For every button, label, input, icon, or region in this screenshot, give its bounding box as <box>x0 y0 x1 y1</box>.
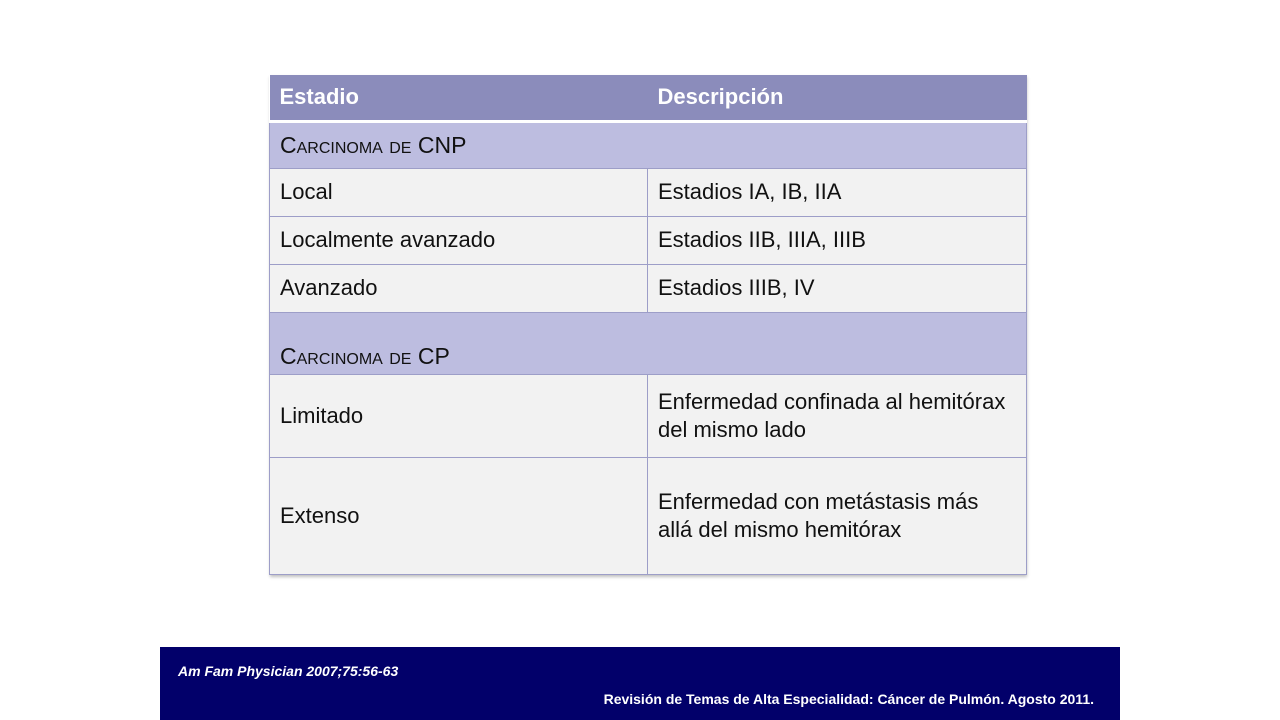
table-row <box>270 374 1027 457</box>
stage-cell: Local <box>270 168 648 216</box>
description-cell: Enfermedad con metástasis más allá del mismo hemitórax <box>648 457 1027 574</box>
section-row-cp <box>270 312 1027 374</box>
header-estadio: Estadio <box>270 75 648 121</box>
header-descripcion: Descripción <box>648 75 1027 121</box>
table-header-row <box>270 75 1027 121</box>
citation-text: Am Fam Physician 2007;75:56-63 <box>178 663 399 679</box>
section-title: Carcinoma de CNP <box>270 121 1027 168</box>
staging-table <box>269 75 1027 575</box>
stage-cell: Avanzado <box>270 264 648 312</box>
stage-cell: Limitado <box>270 374 648 457</box>
section-title: Carcinoma de CP <box>270 312 1027 374</box>
credit-text: Revisión de Temas de Alta Especialidad: Cáncer de Pulmón. Agosto 2011. <box>603 691 1094 707</box>
description-cell: Enfermedad confinada al hemitórax del mismo lado <box>648 374 1027 457</box>
table-row <box>270 216 1027 264</box>
stage-cell: Localmente avanzado <box>270 216 648 264</box>
section-row-cnp <box>270 121 1027 168</box>
description-cell: Estadios IA, IB, IIA <box>648 168 1027 216</box>
staging-table-container <box>269 75 1026 575</box>
description-cell: Estadios IIIB, IV <box>648 264 1027 312</box>
stage-cell: Extenso <box>270 457 648 574</box>
table-row <box>270 457 1027 574</box>
table-row <box>270 168 1027 216</box>
description-cell: Estadios IIB, IIIA, IIIB <box>648 216 1027 264</box>
footer-bar <box>160 647 1120 720</box>
table-row <box>270 264 1027 312</box>
